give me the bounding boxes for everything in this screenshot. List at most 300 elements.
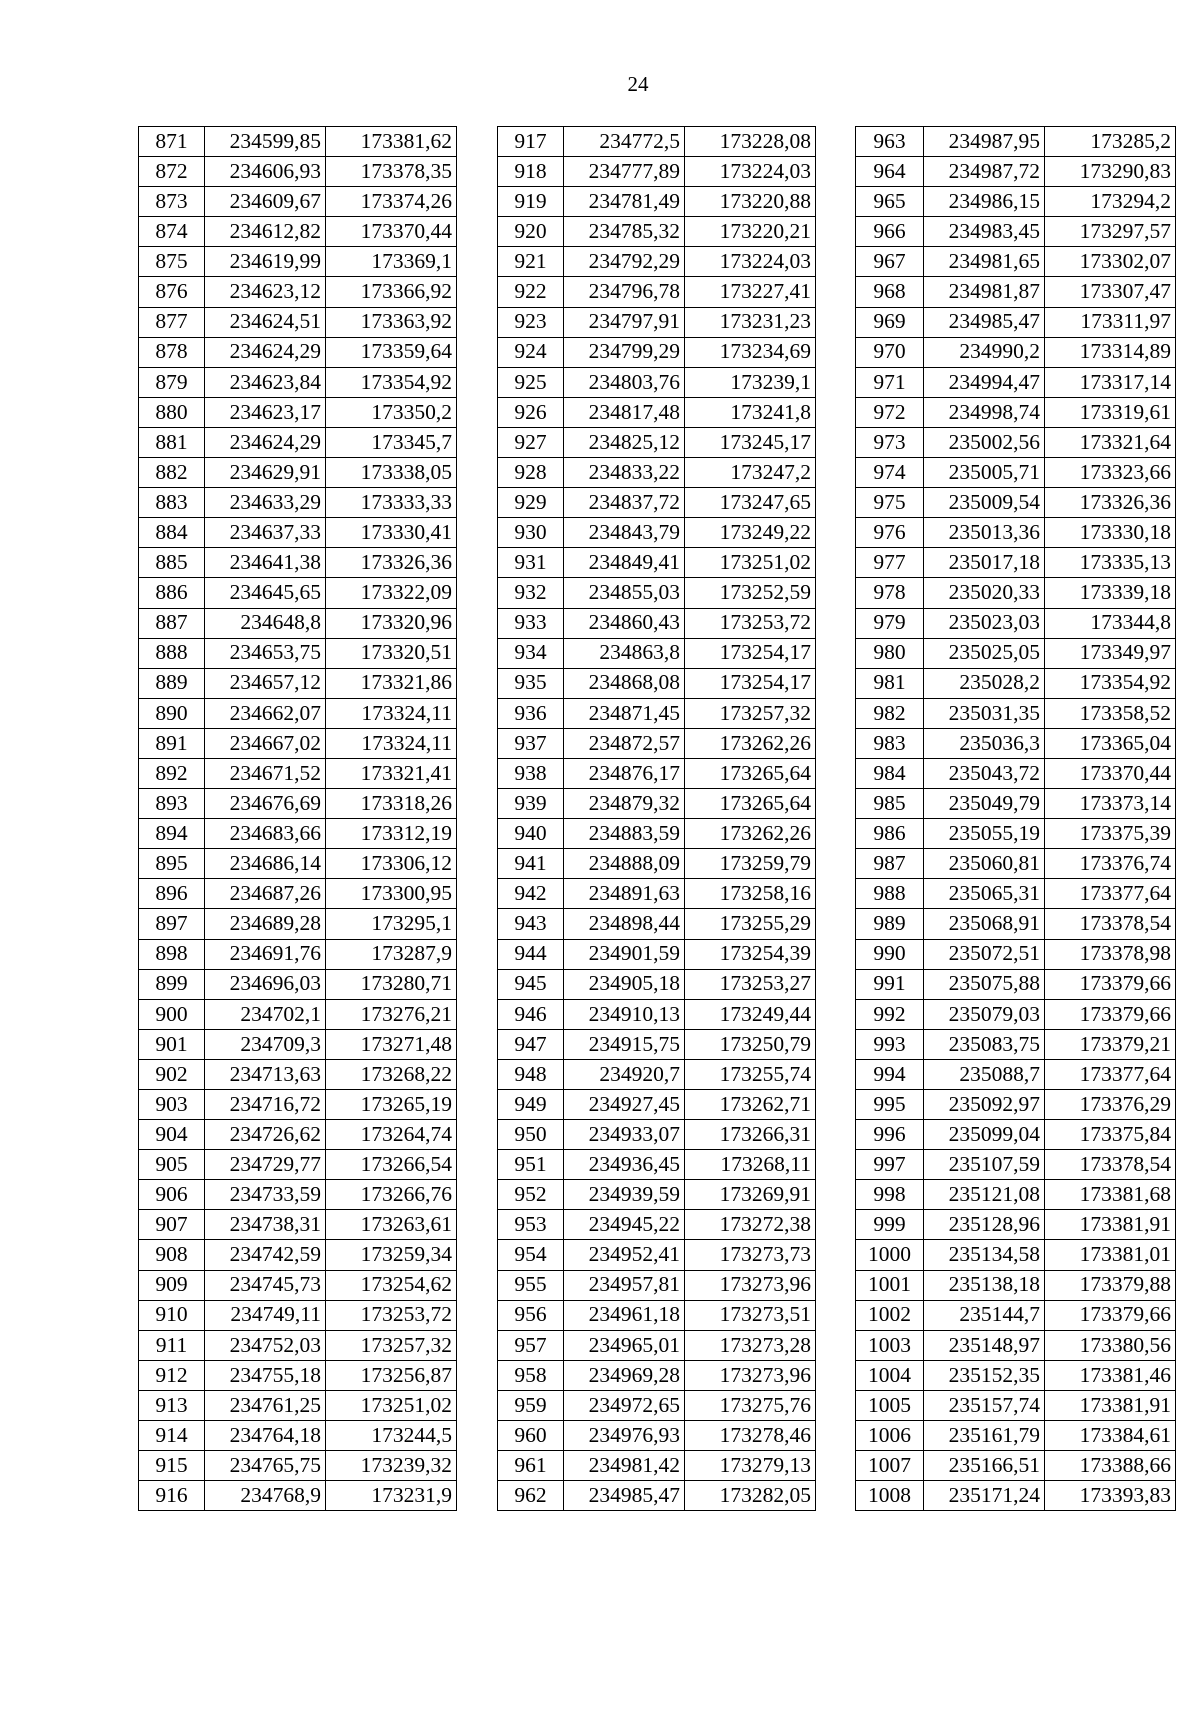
point-number-cell: 932 (498, 578, 564, 608)
x-coordinate-cell: 235152,35 (924, 1360, 1045, 1390)
table-row (139, 488, 457, 518)
x-coordinate-cell: 234792,29 (564, 247, 685, 277)
y-coordinate-cell: 173279,13 (685, 1451, 816, 1481)
y-coordinate-cell: 173376,29 (1045, 1090, 1176, 1120)
x-coordinate-cell: 234849,41 (564, 548, 685, 578)
point-number-cell: 971 (856, 367, 924, 397)
table-row (139, 1451, 457, 1481)
point-number-cell: 917 (498, 127, 564, 157)
table-row (498, 1421, 816, 1451)
x-coordinate-cell: 235088,7 (924, 1059, 1045, 1089)
x-coordinate-cell: 234817,48 (564, 397, 685, 427)
x-coordinate-cell: 234612,82 (205, 217, 326, 247)
table-row (139, 1390, 457, 1420)
x-coordinate-cell: 234883,59 (564, 819, 685, 849)
table-row (498, 1150, 816, 1180)
y-coordinate-cell: 173265,64 (685, 758, 816, 788)
point-number-cell: 987 (856, 849, 924, 879)
table-row (139, 217, 457, 247)
point-number-cell: 925 (498, 367, 564, 397)
table-row (498, 307, 816, 337)
table-row (498, 608, 816, 638)
point-number-cell: 996 (856, 1120, 924, 1150)
table-row (139, 157, 457, 187)
table-row (498, 969, 816, 999)
point-number-cell: 973 (856, 427, 924, 457)
x-coordinate-cell: 234945,22 (564, 1210, 685, 1240)
table-row (139, 1300, 457, 1330)
y-coordinate-cell: 173311,97 (1045, 307, 1176, 337)
y-coordinate-cell: 173282,05 (685, 1481, 816, 1511)
table-row (498, 518, 816, 548)
table-row (498, 698, 816, 728)
point-number-cell: 913 (139, 1390, 205, 1420)
point-number-cell: 981 (856, 668, 924, 698)
y-coordinate-cell: 173280,71 (326, 969, 457, 999)
y-coordinate-cell: 173317,14 (1045, 367, 1176, 397)
point-number-cell: 893 (139, 789, 205, 819)
point-number-cell: 958 (498, 1360, 564, 1390)
y-coordinate-cell: 173253,72 (685, 608, 816, 638)
x-coordinate-cell: 234696,03 (205, 969, 326, 999)
x-coordinate-cell: 234952,41 (564, 1240, 685, 1270)
point-number-cell: 937 (498, 728, 564, 758)
y-coordinate-cell: 173326,36 (1045, 488, 1176, 518)
y-coordinate-cell: 173250,79 (685, 1029, 816, 1059)
x-coordinate-cell: 234624,29 (205, 427, 326, 457)
point-number-cell: 933 (498, 608, 564, 638)
point-number-cell: 959 (498, 1390, 564, 1420)
x-coordinate-cell: 234939,59 (564, 1180, 685, 1210)
table-row (856, 1330, 1176, 1360)
y-coordinate-cell: 173278,46 (685, 1421, 816, 1451)
x-coordinate-cell: 235031,35 (924, 698, 1045, 728)
y-coordinate-cell: 173375,84 (1045, 1120, 1176, 1150)
point-number-cell: 927 (498, 427, 564, 457)
table-row (498, 1059, 816, 1089)
y-coordinate-cell: 173259,34 (326, 1240, 457, 1270)
y-coordinate-cell: 173273,73 (685, 1240, 816, 1270)
y-coordinate-cell: 173350,2 (326, 397, 457, 427)
table-row (498, 187, 816, 217)
x-coordinate-cell: 235166,51 (924, 1451, 1045, 1481)
x-coordinate-cell: 235134,58 (924, 1240, 1045, 1270)
point-number-cell: 940 (498, 819, 564, 849)
y-coordinate-cell: 173264,74 (326, 1120, 457, 1150)
point-number-cell: 948 (498, 1059, 564, 1089)
table-row (856, 728, 1176, 758)
point-number-cell: 994 (856, 1059, 924, 1089)
table-row (856, 608, 1176, 638)
x-coordinate-cell: 234742,59 (205, 1240, 326, 1270)
table-row (139, 1240, 457, 1270)
x-coordinate-cell: 234915,75 (564, 1029, 685, 1059)
table-row (498, 247, 816, 277)
y-coordinate-cell: 173239,32 (326, 1451, 457, 1481)
point-number-cell: 993 (856, 1029, 924, 1059)
table-row (498, 1270, 816, 1300)
table-row (139, 939, 457, 969)
x-coordinate-cell: 235043,72 (924, 758, 1045, 788)
table-row (856, 1300, 1176, 1330)
point-number-cell: 1001 (856, 1270, 924, 1300)
x-coordinate-cell: 234985,47 (564, 1481, 685, 1511)
point-number-cell: 952 (498, 1180, 564, 1210)
point-number-cell: 995 (856, 1090, 924, 1120)
table-row (139, 548, 457, 578)
y-coordinate-cell: 173344,8 (1045, 608, 1176, 638)
x-coordinate-cell: 234981,65 (924, 247, 1045, 277)
table-row (856, 187, 1176, 217)
y-coordinate-cell: 173253,27 (685, 969, 816, 999)
x-coordinate-cell: 234689,28 (205, 909, 326, 939)
x-coordinate-cell: 235065,31 (924, 879, 1045, 909)
x-coordinate-cell: 234994,47 (924, 367, 1045, 397)
table-row (856, 789, 1176, 819)
x-coordinate-cell: 234772,5 (564, 127, 685, 157)
x-coordinate-cell: 234726,62 (205, 1120, 326, 1150)
y-coordinate-cell: 173297,57 (1045, 217, 1176, 247)
x-coordinate-cell: 234637,33 (205, 518, 326, 548)
x-coordinate-cell: 234976,93 (564, 1421, 685, 1451)
y-coordinate-cell: 173269,91 (685, 1180, 816, 1210)
x-coordinate-cell: 235157,74 (924, 1390, 1045, 1420)
table-row (139, 1481, 457, 1511)
x-coordinate-cell: 234796,78 (564, 277, 685, 307)
table-row (498, 217, 816, 247)
y-coordinate-cell: 173319,61 (1045, 397, 1176, 427)
point-number-cell: 914 (139, 1421, 205, 1451)
table-row (139, 819, 457, 849)
y-coordinate-cell: 173320,96 (326, 608, 457, 638)
x-coordinate-cell: 234676,69 (205, 789, 326, 819)
table-row (856, 1481, 1176, 1511)
x-coordinate-cell: 235002,56 (924, 427, 1045, 457)
y-coordinate-cell: 173251,02 (326, 1390, 457, 1420)
y-coordinate-cell: 173370,44 (1045, 758, 1176, 788)
y-coordinate-cell: 173295,1 (326, 909, 457, 939)
point-number-cell: 982 (856, 698, 924, 728)
point-number-cell: 955 (498, 1270, 564, 1300)
table-row (856, 1210, 1176, 1240)
table-row (498, 277, 816, 307)
x-coordinate-cell: 234888,09 (564, 849, 685, 879)
point-number-cell: 942 (498, 879, 564, 909)
point-number-cell: 957 (498, 1330, 564, 1360)
point-number-cell: 1003 (856, 1330, 924, 1360)
point-number-cell: 985 (856, 789, 924, 819)
table-row (139, 397, 457, 427)
y-coordinate-cell: 173377,64 (1045, 879, 1176, 909)
point-number-cell: 999 (856, 1210, 924, 1240)
point-number-cell: 935 (498, 668, 564, 698)
x-coordinate-cell: 234905,18 (564, 969, 685, 999)
x-coordinate-cell: 234653,75 (205, 638, 326, 668)
y-coordinate-cell: 173381,68 (1045, 1180, 1176, 1210)
y-coordinate-cell: 173247,65 (685, 488, 816, 518)
y-coordinate-cell: 173378,35 (326, 157, 457, 187)
x-coordinate-cell: 234969,28 (564, 1360, 685, 1390)
point-number-cell: 928 (498, 458, 564, 488)
y-coordinate-cell: 173224,03 (685, 247, 816, 277)
table-row (498, 578, 816, 608)
x-coordinate-cell: 234986,15 (924, 187, 1045, 217)
y-coordinate-cell: 173381,91 (1045, 1390, 1176, 1420)
table-row (856, 969, 1176, 999)
point-number-cell: 949 (498, 1090, 564, 1120)
x-coordinate-cell: 234837,72 (564, 488, 685, 518)
x-coordinate-cell: 235107,59 (924, 1150, 1045, 1180)
table-row (856, 999, 1176, 1029)
table-row (856, 247, 1176, 277)
y-coordinate-cell: 173271,48 (326, 1029, 457, 1059)
y-coordinate-cell: 173314,89 (1045, 337, 1176, 367)
x-coordinate-cell: 234920,7 (564, 1059, 685, 1089)
y-coordinate-cell: 173290,83 (1045, 157, 1176, 187)
y-coordinate-cell: 173239,1 (685, 367, 816, 397)
x-coordinate-cell: 234662,07 (205, 698, 326, 728)
table-row (139, 458, 457, 488)
table-row (139, 427, 457, 457)
table-row (856, 1029, 1176, 1059)
y-coordinate-cell: 173294,2 (1045, 187, 1176, 217)
y-coordinate-cell: 173276,21 (326, 999, 457, 1029)
x-coordinate-cell: 234629,91 (205, 458, 326, 488)
coordinates-table-1 (138, 126, 457, 1511)
table-row (498, 337, 816, 367)
x-coordinate-cell: 234764,18 (205, 1421, 326, 1451)
y-coordinate-cell: 173262,26 (685, 819, 816, 849)
x-coordinate-cell: 235144,7 (924, 1300, 1045, 1330)
x-coordinate-cell: 234825,12 (564, 427, 685, 457)
point-number-cell: 938 (498, 758, 564, 788)
y-coordinate-cell: 173287,9 (326, 939, 457, 969)
table-row (856, 849, 1176, 879)
table-row (856, 1360, 1176, 1390)
table-row (139, 909, 457, 939)
y-coordinate-cell: 173377,64 (1045, 1059, 1176, 1089)
x-coordinate-cell: 235028,2 (924, 668, 1045, 698)
point-number-cell: 879 (139, 367, 205, 397)
y-coordinate-cell: 173384,61 (1045, 1421, 1176, 1451)
y-coordinate-cell: 173378,54 (1045, 909, 1176, 939)
table-row (856, 1120, 1176, 1150)
x-coordinate-cell: 234876,17 (564, 758, 685, 788)
table-row (139, 849, 457, 879)
x-coordinate-cell: 235009,54 (924, 488, 1045, 518)
point-number-cell: 974 (856, 458, 924, 488)
x-coordinate-cell: 234983,45 (924, 217, 1045, 247)
y-coordinate-cell: 173265,19 (326, 1090, 457, 1120)
point-number-cell: 965 (856, 187, 924, 217)
point-number-cell: 944 (498, 939, 564, 969)
x-coordinate-cell: 235049,79 (924, 789, 1045, 819)
x-coordinate-cell: 235171,24 (924, 1481, 1045, 1511)
y-coordinate-cell: 173326,36 (326, 548, 457, 578)
y-coordinate-cell: 173320,51 (326, 638, 457, 668)
x-coordinate-cell: 235072,51 (924, 939, 1045, 969)
y-coordinate-cell: 173354,92 (326, 367, 457, 397)
table-row (856, 758, 1176, 788)
table-row (856, 488, 1176, 518)
point-number-cell: 908 (139, 1240, 205, 1270)
point-number-cell: 912 (139, 1360, 205, 1390)
table-row (856, 1059, 1176, 1089)
table-row (856, 1451, 1176, 1481)
table-row (498, 1451, 816, 1481)
y-coordinate-cell: 173381,91 (1045, 1210, 1176, 1240)
table-row (856, 1421, 1176, 1451)
y-coordinate-cell: 173365,04 (1045, 728, 1176, 758)
y-coordinate-cell: 173245,17 (685, 427, 816, 457)
x-coordinate-cell: 234843,79 (564, 518, 685, 548)
x-coordinate-cell: 235075,88 (924, 969, 1045, 999)
point-number-cell: 979 (856, 608, 924, 638)
table-row (139, 337, 457, 367)
point-number-cell: 898 (139, 939, 205, 969)
point-number-cell: 1006 (856, 1421, 924, 1451)
y-coordinate-cell: 173263,61 (326, 1210, 457, 1240)
point-number-cell: 878 (139, 337, 205, 367)
coordinates-table-2 (497, 126, 816, 1511)
point-number-cell: 969 (856, 307, 924, 337)
point-number-cell: 887 (139, 608, 205, 638)
x-coordinate-cell: 234713,63 (205, 1059, 326, 1089)
y-coordinate-cell: 173220,21 (685, 217, 816, 247)
point-number-cell: 894 (139, 819, 205, 849)
x-coordinate-cell: 234755,18 (205, 1360, 326, 1390)
point-number-cell: 882 (139, 458, 205, 488)
table-row (498, 728, 816, 758)
y-coordinate-cell: 173379,66 (1045, 969, 1176, 999)
point-number-cell: 980 (856, 638, 924, 668)
point-number-cell: 946 (498, 999, 564, 1029)
point-number-cell: 943 (498, 909, 564, 939)
table-row (139, 698, 457, 728)
y-coordinate-cell: 173374,26 (326, 187, 457, 217)
point-number-cell: 956 (498, 1300, 564, 1330)
table-row (139, 879, 457, 909)
y-coordinate-cell: 173285,2 (1045, 127, 1176, 157)
point-number-cell: 909 (139, 1270, 205, 1300)
table-row (498, 638, 816, 668)
x-coordinate-cell: 234879,32 (564, 789, 685, 819)
x-coordinate-cell: 235092,97 (924, 1090, 1045, 1120)
point-number-cell: 923 (498, 307, 564, 337)
point-number-cell: 915 (139, 1451, 205, 1481)
point-number-cell: 875 (139, 247, 205, 277)
y-coordinate-cell: 173381,46 (1045, 1360, 1176, 1390)
y-coordinate-cell: 173359,64 (326, 337, 457, 367)
point-number-cell: 907 (139, 1210, 205, 1240)
table-row (139, 1360, 457, 1390)
table-row (139, 1210, 457, 1240)
point-number-cell: 877 (139, 307, 205, 337)
table-row (139, 1180, 457, 1210)
point-number-cell: 975 (856, 488, 924, 518)
x-coordinate-cell: 234891,63 (564, 879, 685, 909)
x-coordinate-cell: 234623,17 (205, 397, 326, 427)
table-row (498, 909, 816, 939)
point-number-cell: 926 (498, 397, 564, 427)
table-row (498, 458, 816, 488)
x-coordinate-cell: 234667,02 (205, 728, 326, 758)
x-coordinate-cell: 235017,18 (924, 548, 1045, 578)
table-row (498, 1180, 816, 1210)
table-row (139, 969, 457, 999)
x-coordinate-cell: 234624,29 (205, 337, 326, 367)
point-number-cell: 872 (139, 157, 205, 187)
point-number-cell: 953 (498, 1210, 564, 1240)
table-row (498, 668, 816, 698)
x-coordinate-cell: 235013,36 (924, 518, 1045, 548)
x-coordinate-cell: 235005,71 (924, 458, 1045, 488)
x-coordinate-cell: 234752,03 (205, 1330, 326, 1360)
point-number-cell: 889 (139, 668, 205, 698)
x-coordinate-cell: 234768,9 (205, 1481, 326, 1511)
table-row (498, 1300, 816, 1330)
x-coordinate-cell: 234863,8 (564, 638, 685, 668)
y-coordinate-cell: 173339,18 (1045, 578, 1176, 608)
point-number-cell: 977 (856, 548, 924, 578)
table-row (139, 638, 457, 668)
y-coordinate-cell: 173241,8 (685, 397, 816, 427)
x-coordinate-cell: 234987,95 (924, 127, 1045, 157)
y-coordinate-cell: 173322,09 (326, 578, 457, 608)
x-coordinate-cell: 234733,59 (205, 1180, 326, 1210)
point-number-cell: 963 (856, 127, 924, 157)
x-coordinate-cell: 234981,87 (924, 277, 1045, 307)
point-number-cell: 939 (498, 789, 564, 819)
x-coordinate-cell: 234623,84 (205, 367, 326, 397)
table-row (856, 518, 1176, 548)
x-coordinate-cell: 234803,76 (564, 367, 685, 397)
y-coordinate-cell: 173268,11 (685, 1150, 816, 1180)
point-number-cell: 891 (139, 728, 205, 758)
table-row (498, 1029, 816, 1059)
point-number-cell: 876 (139, 277, 205, 307)
table-row (139, 1330, 457, 1360)
x-coordinate-cell: 235148,97 (924, 1330, 1045, 1360)
point-number-cell: 964 (856, 157, 924, 187)
y-coordinate-cell: 173379,88 (1045, 1270, 1176, 1300)
table-row (856, 1270, 1176, 1300)
point-number-cell: 904 (139, 1120, 205, 1150)
point-number-cell: 992 (856, 999, 924, 1029)
point-number-cell: 881 (139, 427, 205, 457)
point-number-cell: 888 (139, 638, 205, 668)
y-coordinate-cell: 173324,11 (326, 698, 457, 728)
y-coordinate-cell: 173302,07 (1045, 247, 1176, 277)
y-coordinate-cell: 173231,23 (685, 307, 816, 337)
x-coordinate-cell: 234623,12 (205, 277, 326, 307)
y-coordinate-cell: 173266,54 (326, 1150, 457, 1180)
table-row (856, 458, 1176, 488)
y-coordinate-cell: 173251,02 (685, 548, 816, 578)
x-coordinate-cell: 234657,12 (205, 668, 326, 698)
y-coordinate-cell: 173273,96 (685, 1360, 816, 1390)
y-coordinate-cell: 173231,9 (326, 1481, 457, 1511)
point-number-cell: 1007 (856, 1451, 924, 1481)
y-coordinate-cell: 173333,33 (326, 488, 457, 518)
point-number-cell: 983 (856, 728, 924, 758)
x-coordinate-cell: 234761,25 (205, 1390, 326, 1420)
table-row (498, 758, 816, 788)
y-coordinate-cell: 173312,19 (326, 819, 457, 849)
y-coordinate-cell: 173306,12 (326, 849, 457, 879)
x-coordinate-cell: 234871,45 (564, 698, 685, 728)
table-row (498, 1090, 816, 1120)
